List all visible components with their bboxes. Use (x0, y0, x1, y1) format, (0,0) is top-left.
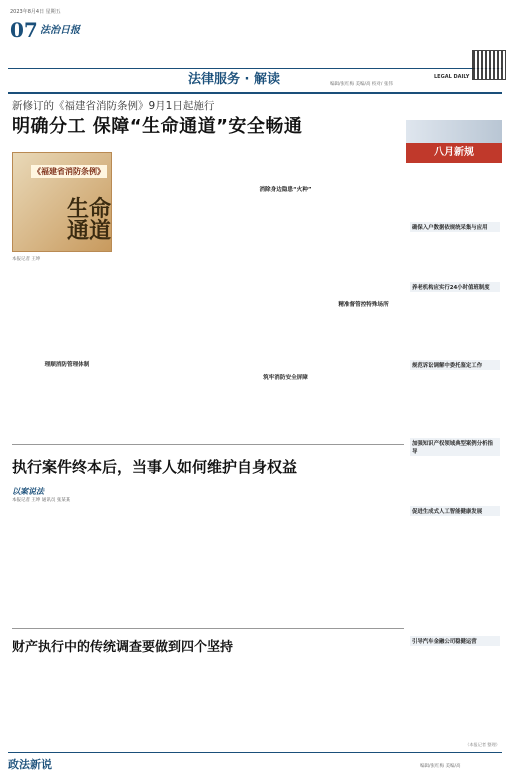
lead-subhead-1: 理顺消防管理体制 (44, 362, 90, 368)
sidebar-item (410, 636, 500, 646)
book-chars: 生命通道 (67, 197, 112, 244)
qr-code-icon (472, 50, 506, 80)
second-headline: 执行案件终本后，当事人如何维护自身权益 (12, 458, 298, 476)
sidebar-item-title: 确保入户数据依规统采集与应用 (410, 222, 500, 232)
sidebar-item-title: 促进生成式人工智能健康发展 (410, 506, 500, 516)
sidebar-source: （本报记者 整理） (465, 742, 500, 747)
header-rule (8, 92, 502, 94)
section-divider (12, 628, 404, 629)
sidebar-item-title: 引导汽车金融公司稳健运营 (410, 636, 500, 646)
image-caption: 本报记者 王坤 (12, 257, 41, 262)
footer-title: 政法新说 (8, 758, 52, 771)
legal-daily-label: LEGAL DAILY (434, 74, 470, 80)
lead-subhead-4: 筑牢消防安全屏障 (263, 375, 308, 381)
lead-image (12, 152, 112, 252)
third-headline: 财产执行中的传统调查要做到四个坚持 (12, 640, 234, 655)
editors-line: 编辑/张红梅 美编/高 校对/ 张伟 (330, 82, 393, 87)
lead-kicker: 新修订的《福建省消防条例》9月1日起施行 (12, 100, 215, 112)
section-divider (12, 444, 404, 445)
sidebar-item-title: 规范诉讼调解中委托鉴定工作 (410, 360, 500, 370)
lead-headline: 明确分工 保障“生命通道”安全畅通 (12, 116, 303, 137)
footer-rule (8, 752, 502, 753)
second-column-tag: 以案说法 (12, 487, 44, 496)
sidebar-item-title: 养老机构应实行24小时值班制度 (410, 282, 500, 292)
page-number: 07 (10, 18, 38, 42)
second-byline: 本报记者 王坤 通讯员 张某某 (12, 498, 71, 503)
sidebar-item-title: 加强知识产权领域典型案例分析指导 (410, 438, 500, 456)
sidebar-header: 八月新规 (406, 143, 502, 163)
page-header (8, 8, 502, 90)
sidebar-item (410, 360, 500, 370)
sidebar-item (410, 438, 500, 456)
footer-editors: 编辑/张红梅 美编/高 (420, 764, 461, 769)
lead-subhead-3: 精准督管控特殊场所 (338, 302, 389, 308)
lead-subhead-2: 消除身边隐患“火种” (259, 187, 312, 193)
column-title: 法律服务 · 解读 (188, 72, 280, 87)
date-line: 2023年8月4日 星期五 (10, 9, 61, 15)
sidebar-item (410, 282, 500, 292)
sidebar-item (410, 506, 500, 516)
sidebar-item (410, 222, 500, 232)
paper-name: 法治日报 (40, 25, 80, 36)
column-title-box (188, 68, 280, 90)
book-title: 《福建省消防条例》 (33, 167, 105, 176)
